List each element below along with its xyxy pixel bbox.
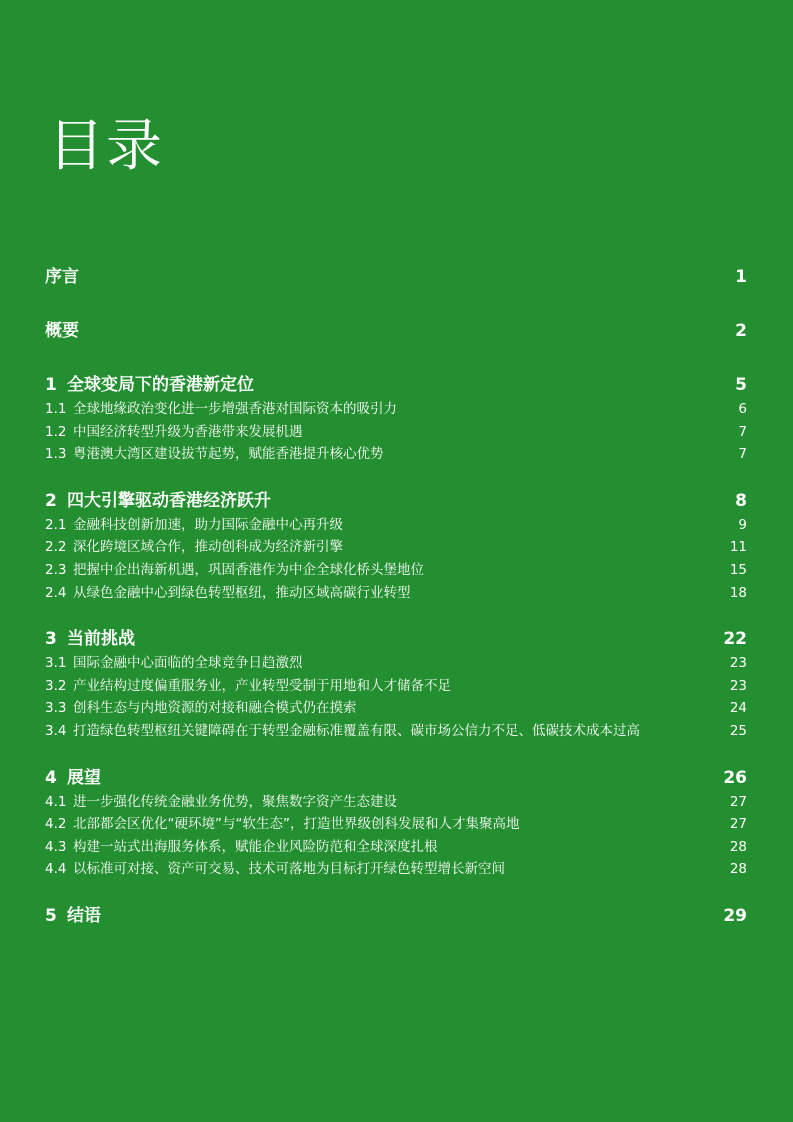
- toc-page-number: 27: [729, 793, 747, 810]
- toc-page-number: 24: [729, 700, 747, 717]
- toc-section-5[interactable]: [45, 903, 747, 929]
- toc-subsection-number: 1.1: [45, 401, 67, 417]
- toc-subsection-label: 金融科技创新加速，助力国际金融中心再升级: [73, 516, 343, 533]
- toc-subsection-2-1[interactable]: [45, 514, 747, 537]
- toc-page-number: 7: [738, 446, 747, 463]
- toc-page-number: 11: [729, 539, 747, 556]
- toc-subsection-3-4[interactable]: [45, 720, 747, 743]
- toc-subsection-2-4[interactable]: [45, 582, 747, 605]
- toc-subsection-4-1[interactable]: [45, 791, 747, 814]
- toc-page-number: 26: [723, 767, 747, 788]
- toc-subsection-number: 4.2: [45, 816, 67, 833]
- toc-section-number: 2: [45, 490, 57, 511]
- toc-section-label: 展望: [67, 767, 101, 788]
- toc-subsection-label: 把握中企出海新机遇，巩固香港作为中企全球化桥头堡地位: [73, 561, 424, 578]
- toc-subsection-number: 3.4: [45, 722, 67, 739]
- toc-entry-preface[interactable]: [45, 264, 747, 290]
- toc-subsection-3-2[interactable]: [45, 675, 747, 698]
- toc-subsection-number: 2.1: [45, 516, 67, 533]
- toc-subsection-label: 全球地缘政治变化进一步增强香港对国际资本的吸引力: [73, 401, 397, 417]
- toc-page-number: 2: [735, 321, 747, 341]
- toc-subsection-3-3[interactable]: [45, 697, 747, 720]
- toc-section-2[interactable]: [45, 488, 747, 514]
- toc-subsection-number: 3.3: [45, 700, 67, 717]
- toc-subsection-label: 国际金融中心面临的全球竞争日趋激烈: [73, 655, 303, 672]
- toc-subsection-label: 构建一站式出海服务体系，赋能企业风险防范和全球深度扎根: [73, 838, 438, 855]
- toc-subsection-number: 2.2: [45, 539, 67, 556]
- toc-subsection-number: 4.3: [45, 838, 67, 855]
- toc-page-number: 28: [729, 861, 747, 878]
- toc-subsection-label: 打造绿色转型枢纽关键障碍在于转型金融标准覆盖有限、碳市场公信力不足、低碳技术成本过高: [73, 722, 640, 739]
- toc-subsection-number: 4.4: [45, 861, 67, 878]
- toc-entry-label: 概要: [45, 321, 79, 341]
- toc-page-number: 7: [738, 423, 747, 440]
- toc-section-number: 4: [45, 767, 57, 788]
- toc-subsection-2-3[interactable]: [45, 559, 747, 582]
- toc-subsection-number: 4.1: [45, 793, 67, 810]
- toc-subsection-4-2[interactable]: [45, 813, 747, 836]
- toc-subsection-3-1[interactable]: [45, 652, 747, 675]
- toc-section-4[interactable]: [45, 765, 747, 791]
- toc-subsection-label: 创科生态与内地资源的对接和融合模式仍在摸索: [73, 700, 357, 717]
- toc-page-number: 27: [729, 816, 747, 833]
- toc-page-number: 22: [723, 629, 747, 650]
- toc-subsection-1-2[interactable]: [45, 421, 747, 444]
- toc-section-3[interactable]: [45, 626, 747, 652]
- toc-subsection-label: 深化跨境区域合作，推动创科成为经济新引擎: [73, 539, 343, 556]
- toc-page-number: 1: [735, 267, 747, 287]
- toc-section-label: 当前挑战: [67, 629, 135, 650]
- toc-subsection-label: 中国经济转型升级为香港带来发展机遇: [73, 423, 303, 440]
- toc-subsection-label: 进一步强化传统金融业务优势，聚焦数字资产生态建设: [73, 793, 397, 810]
- toc-subsection-number: 2.4: [45, 584, 67, 601]
- toc-subsection-label: 产业结构过度偏重服务业，产业转型受制于用地和人才储备不足: [73, 677, 451, 694]
- toc-page-number: 15: [729, 561, 747, 578]
- toc-page-number: 8: [735, 490, 747, 511]
- toc-page-number: 18: [729, 584, 747, 601]
- toc-subsection-label: 从绿色金融中心到绿色转型枢纽，推动区域高碳行业转型: [73, 584, 411, 601]
- toc-page-number: 25: [729, 722, 747, 739]
- toc-subsection-number: 2.3: [45, 561, 67, 578]
- toc-subsection-label: 粤港澳大湾区建设拔节起势，赋能香港提升核心优势: [73, 446, 384, 463]
- toc-section-number: 5: [45, 905, 57, 926]
- toc-page-number: 23: [729, 677, 747, 694]
- toc-page-number: 5: [735, 375, 747, 395]
- toc-entry-summary[interactable]: [45, 318, 747, 344]
- toc-subsection-number: 3.1: [45, 655, 67, 672]
- toc-page-number: 29: [723, 905, 747, 926]
- toc-subsection-number: 1.2: [45, 423, 67, 440]
- toc-subsection-number: 1.3: [45, 446, 67, 463]
- toc-section-label: 结语: [67, 905, 101, 926]
- page-title: 目录: [48, 114, 164, 179]
- toc-page-number: 28: [729, 838, 747, 855]
- toc-section-label: 全球变局下的香港新定位: [67, 375, 254, 395]
- toc-page-number: 23: [729, 655, 747, 672]
- toc-subsection-1-3[interactable]: [45, 443, 747, 466]
- toc-section-number: 1: [45, 375, 57, 395]
- toc-subsection-1-1[interactable]: [45, 398, 747, 421]
- toc-page-number: 9: [738, 516, 747, 533]
- toc-section-number: 3: [45, 629, 57, 650]
- toc-section-1[interactable]: [45, 372, 747, 398]
- table-of-contents: [45, 264, 747, 929]
- toc-subsection-2-2[interactable]: [45, 536, 747, 559]
- toc-subsection-4-3[interactable]: [45, 836, 747, 859]
- toc-subsection-4-4[interactable]: [45, 858, 747, 881]
- toc-section-label: 四大引擎驱动香港经济跃升: [67, 490, 271, 511]
- toc-subsection-label: 北部都会区优化“硬环境”与“软生态”，打造世界级创科发展和人才集聚高地: [73, 816, 520, 833]
- toc-subsection-number: 3.2: [45, 677, 67, 694]
- toc-subsection-label: 以标准可对接、资产可交易、技术可落地为目标打开绿色转型增长新空间: [73, 861, 505, 878]
- toc-page-number: 6: [738, 401, 747, 417]
- toc-entry-label: 序言: [45, 267, 79, 287]
